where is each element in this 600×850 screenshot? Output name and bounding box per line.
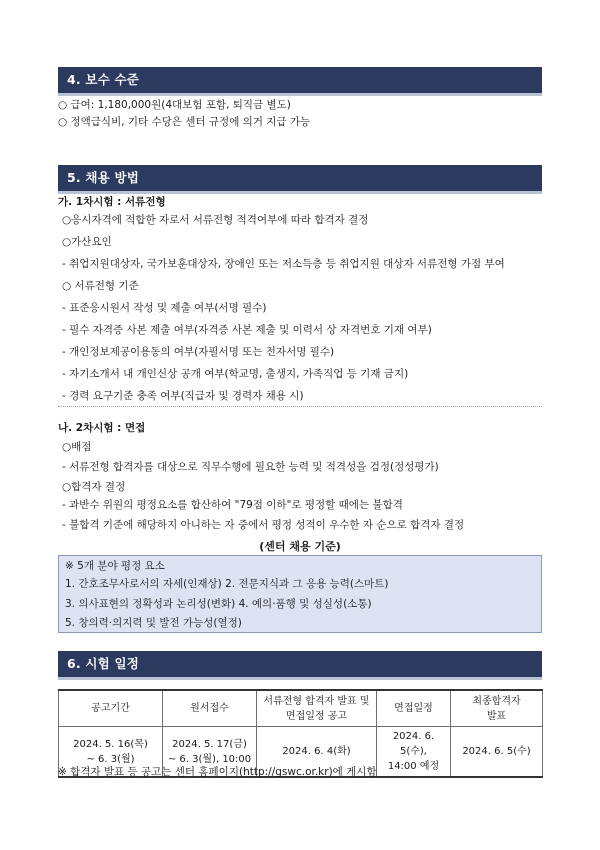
first-exam-line: - 경력 요구기준 충족 여부(직급자 및 경력자 채용 시): [62, 390, 304, 402]
salary-item: ○ 급여: 1,180,000원(4대보험 포함, 퇴직금 별도): [58, 99, 291, 111]
section6-title: 6. 시험 일정: [67, 656, 140, 671]
header-line: 발표: [486, 710, 507, 722]
announcement-note: ※ 합격자 발표 등 공고는 센터 홈페이지(http://gswc.or.kr)에 게시함: [58, 766, 377, 778]
first-exam-line: - 자기소개서 내 개인신상 공개 여부(학교명, 출생지, 가족직업 등 기재 금지): [62, 368, 409, 380]
schedule-value-cell: 2024. 6. 5(수): [451, 727, 543, 778]
section4-header: [58, 67, 542, 96]
schedule-header-row: [59, 690, 543, 727]
first-exam-line: - 취업지원대상자, 국가보훈대상자, 장애인 또는 저소득층 등 취업지원 대상자 서류전형 가점 부여: [62, 258, 505, 270]
first-exam-line: - 개인정보제공이용동의 여부(자필서명 또는 전자서명 필수): [62, 346, 335, 358]
evaluation-criteria-box: [58, 555, 542, 633]
section5-title: 5. 채용 방법: [67, 170, 140, 185]
section6-header: [58, 651, 542, 680]
schedule-header-cell: 공고기간: [59, 690, 163, 727]
value-line: 2024. 5. 17(금): [172, 738, 247, 750]
schedule-header-cell: 면접일정: [377, 690, 451, 727]
schedule-header-cell: [257, 690, 377, 727]
schedule-value-cell: [377, 727, 451, 778]
first-exam-line: ○응시자격에 적합한 자로서 서류전형 적격여부에 따라 합격자 결정: [62, 214, 369, 226]
first-exam-heading: 가. 1차시험 : 서류전형: [58, 196, 166, 208]
value-line: 2024. 6. 5(수),: [392, 731, 435, 757]
dotted-divider: [58, 406, 542, 407]
header-line: 면접일정 공고: [285, 710, 348, 722]
eval-row: 1. 간호조무사로서의 자세(인재상) 2. 전문지식과 그 응용 능력(스마트): [65, 578, 389, 590]
section5-header: [58, 165, 542, 194]
second-exam-line: - 서류전형 합격자를 대상으로 직무수행에 필요한 능력 및 적격성을 검정(정성평가): [62, 461, 439, 473]
eval-row: 3. 의사표현의 정확성과 논리성(변화) 4. 예의·품행 및 성실성(소통): [65, 598, 372, 610]
criteria-title: (센터 채용 기준): [259, 540, 341, 553]
section4-title: 4. 보수 수준: [67, 72, 140, 87]
value-line: ~ 6. 3(월), 10:00: [167, 753, 252, 765]
schedule-value-cell: 2024. 6. 4(화): [257, 727, 377, 778]
header-line: 서류전형 합격자 발표 및: [263, 695, 370, 707]
eval-row: 5. 창의력·의지력 및 발전 가능성(열정): [65, 617, 242, 629]
header-line: 최종합격자: [472, 695, 521, 707]
schedule-header-cell: [451, 690, 543, 727]
schedule-header-cell: 원서접수: [163, 690, 257, 727]
second-exam-line: - 과반수 위원의 평정요소를 합산하여 "79점 이하"로 평정할 때에는 불합격: [62, 499, 403, 511]
allowance-item: ○ 정액급식비, 기타 수당은 센터 규정에 의거 지급 가능: [58, 116, 311, 128]
value-line: 14:00 예정: [387, 761, 440, 772]
first-exam-line: - 필수 자격증 사본 제출 여부(자격증 사본 제출 및 이력서 상 자격번호 기재 여부): [62, 324, 432, 336]
eval-box-title: ※ 5개 분야 평정 요소: [65, 560, 165, 572]
first-exam-line: - 표준응시원서 작성 및 제출 여부(서명 필수): [62, 302, 267, 314]
value-line: ~ 6. 3(월): [86, 753, 135, 765]
first-exam-line: ○ 서류전형 기준: [62, 280, 139, 292]
second-exam-heading: 나. 2차시험 : 면접: [58, 422, 146, 434]
second-exam-line: ○합격자 결정: [62, 481, 126, 493]
value-line: 2024. 5. 16(목): [73, 738, 148, 750]
second-exam-line: - 불합격 기준에 해당하지 아니하는 자 중에서 평정 성적이 우수한 자 순으로 합격자 결정: [62, 519, 465, 531]
first-exam-line: ○가산요인: [62, 236, 112, 248]
second-exam-line: ○배점: [62, 441, 92, 453]
